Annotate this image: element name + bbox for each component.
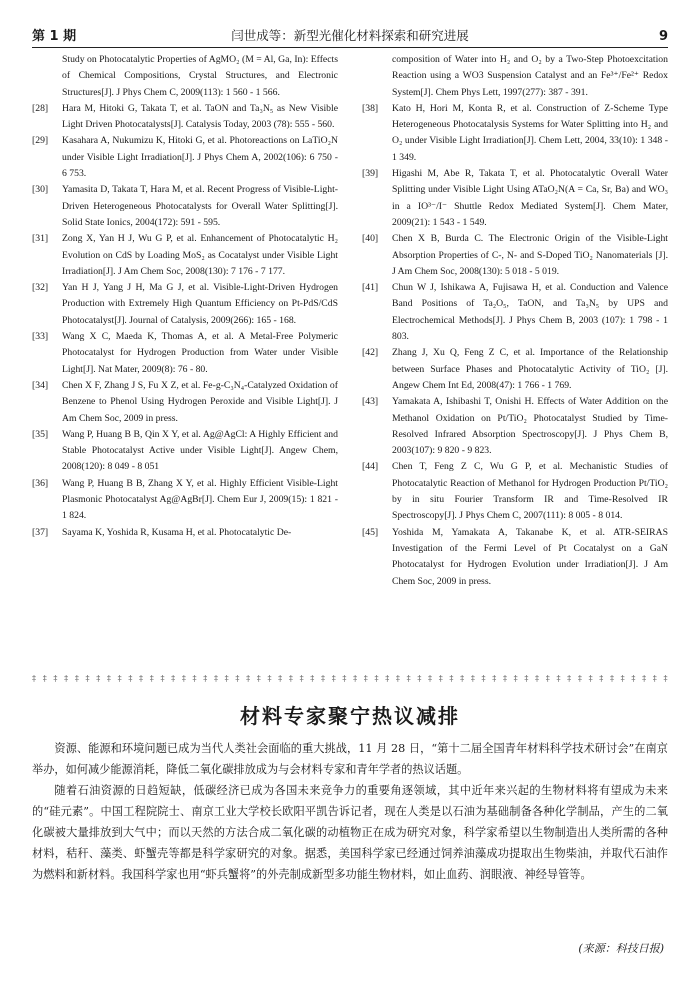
divider-mark: ‡ [342,674,347,683]
reference-number: [38] [362,102,379,114]
divider-mark: ‡ [620,674,625,683]
reference-number: [35] [32,428,49,440]
reference-text: Higashi M, Abe R, Takata T, et al. Photocatalytic Overall Water Splitting under Visible Light Using ATaO₂N(A = Ca, Sr, Ba) and WO₃ in a IO³⁻/I⁻ Shuttle Redox Mediated System[J]. Chem Mater, 2009(21): 1 543 - 1 549. [392,168,668,228]
divider-mark: ‡ [438,674,443,683]
reference-item [32,133,338,182]
reference-text: Hara M, Hitoki G, Takata T, et al. TaON and Ta₃N₅ as New Visible Light Driven Photocatalysts[J]. Catalysis Today, 2003 (78): 555 - 560. [62,102,338,131]
divider-mark: ‡ [149,674,154,683]
reference-item [32,182,338,231]
divider-mark: ‡ [74,674,79,683]
divider-mark: ‡ [599,674,604,683]
divider-mark: ‡ [278,674,283,683]
running-title: 闫世成等：新型光催化材料探索和研究进展 [231,28,469,43]
divider-mark: ‡ [310,674,315,683]
divider-mark: ‡ [353,674,358,683]
reference-text: Sayama K, Yoshida R, Kusama H, et al. Photocatalytic De- [62,526,292,538]
reference-column-left [32,52,338,590]
reference-number: [45] [362,526,379,538]
divider-mark: ‡ [64,674,69,683]
reference-item [32,476,338,525]
reference-text: Chun W J, Ishikawa A, Fujisawa H, et al. Conduction and Valence Band Positions of Ta₂O₅, TaON, and Ta₃N₅ by UPS and Electrochemical Methods[J]. J Phys Chem B, 2003 (107): 1 798 - 1 803. [392,282,668,343]
divider-mark: ‡ [449,674,454,683]
divider-mark: ‡ [235,674,240,683]
reference-text: Study on Photocatalytic Properties of AgMO₂ (M = Al, Ga, In): Effects of Chemical Compositions, Crystal Structures, and Electronic Structures[J]. J Phys Chem C, 2009(113): 1 560 - 1 566. [62,54,338,98]
reference-text: Chen X F, Zhang J S, Fu X Z, et al. Fe-g-C₃N₄-Catalyzed Oxidation of Benzene to Phenol Using Hydrogen Peroxide and Visible Light[J]. J Am Chem Soc, 2009 in press. [62,379,338,424]
reference-list [32,52,668,590]
divider-mark: ‡ [42,674,47,683]
page-number: 9 [658,29,668,44]
divider-mark: ‡ [203,674,208,683]
reference-item [362,231,668,280]
reference-item [362,280,668,345]
news-paragraph: 随着石油资源的日趋短缺，低碳经济已成为各国未来竞争力的重要角逐领域，其中近年来兴起的生物材料将有望成为未来的“硅元素”。中国工程院院士、南京工业大学校长欧阳平凯告诉记者，现在人类是以石油为基础制备各种化学制品，产生的二氧化碳被大量排放到大气中；而以天然的方法合成二氧化碳的动植物正在成为研究对象，科学家希望以生物制造出人类所需的各种材料，秸秆、藻类、虾蟹壳等都是科学家研究的对象。据悉，美国科学家已经通过饲养油藻成功提取出生物柴油，并取代石油作为燃料和新材料。我国科学家也用“虾兵蟹将”的外壳制成新型多功能生物材料，如止血药、润眼液、神经导管等。 [32,784,668,881]
reference-item [32,280,338,329]
divider-mark: ‡ [588,674,593,683]
reference-number: [36] [32,477,49,489]
page-header [32,18,668,48]
reference-text: Wang X C, Maeda K, Thomas A, et al. A Metal-Free Polymeric Photocatalyst for Hydrogen Production from Water under Visible Light[J]. Nat Mater, 2009(8): 76 - 80. [62,331,338,375]
section-divider [32,674,668,684]
reference-number: [33] [32,331,49,343]
divider-mark: ‡ [246,674,251,683]
divider-mark: ‡ [53,674,58,683]
reference-number: [39] [362,168,379,180]
news-paragraph: 资源、能源和环境问题已成为当代人类社会面临的重大挑战，11 月 28 日，“第十二届全国青年材料科学技术研讨会”在南京举办，如何减少能源消耗，降低二氧化碳排放成为与会材料专家和青年学者的热议话题。 [32,742,668,776]
divider-mark: ‡ [513,674,518,683]
reference-item [32,427,338,476]
divider-mark: ‡ [556,674,561,683]
divider-mark: ‡ [535,674,540,683]
divider-mark: ‡ [160,674,165,683]
news-title: 材料专家聚宁热议减排 [240,704,460,728]
reference-text: Kasahara A, Nukumizu K, Hitoki G, et al. Photoreactions on LaTiO₂N under Visible Light Irradiation[J]. J Phys Chem A, 2002(106): 6 750 - 6 753. [62,135,338,180]
reference-text: Kato H, Hori M, Konta R, et al. Construction of Z-Scheme Type Heterogeneous Photocatalysis Systems for Water Splitting into H₂ and O₂ under Visible Light Irradiation[J]. Chem Lett, 2004, 33(10): 1 348 - 1 349. [392,102,668,163]
divider-mark: ‡ [256,674,261,683]
reference-number: [40] [362,233,379,245]
divider-mark: ‡ [288,674,293,683]
divider-mark: ‡ [481,674,486,683]
reference-item [32,525,338,541]
divider-mark: ‡ [385,674,390,683]
reference-item [362,459,668,524]
divider-mark: ‡ [663,674,668,683]
divider-mark: ‡ [609,674,614,683]
reference-item [362,394,668,459]
divider-mark: ‡ [117,674,122,683]
reference-number: [30] [32,184,49,196]
reference-number: [37] [32,526,49,538]
reference-item [362,345,668,394]
divider-mark: ‡ [374,674,379,683]
reference-item [32,329,338,378]
divider-mark: ‡ [363,674,368,683]
reference-number: [42] [362,347,379,359]
reference-item [362,166,668,231]
reference-item [362,525,668,590]
divider-mark: ‡ [96,674,101,683]
reference-item [32,101,338,134]
divider-mark: ‡ [181,674,186,683]
reference-number: [43] [362,396,379,408]
issue-label: 第 1 期 [32,29,77,44]
news-body [32,738,668,885]
reference-text: Wang P, Huang B B, Qin X Y, et al. Ag@AgCl: A Highly Efficient and Stable Photocatalyst Active under Visible Light[J]. Angew Chem, 2008(120): 8 049 - 8 051 [62,428,338,473]
reference-number: [34] [32,379,49,391]
reference-text: Wang P, Huang B B, Zhang X Y, et al. Highly Efficient Visible-Light Plasmonic Photocatalyst Ag@AgBr[J]. Chem Eur J, 2009(15): 1 821 - 1 824. [62,477,338,522]
reference-number: [29] [32,135,49,147]
divider-mark: ‡ [106,674,111,683]
divider-mark: ‡ [545,674,550,683]
reference-text: Zong X, Yan H J, Wu G P, et al. Enhancement of Photocatalytic H₂ Evolution on CdS by Loading MoS₂ as Cocatalyst under Visible Light Irradiation[J]. J Am Chem Soc, 2008(130): 7 176 - 7 177. [62,233,338,277]
divider-mark: ‡ [567,674,572,683]
news-source: (来源：科技日报) [578,942,664,955]
divider-mark: ‡ [417,674,422,683]
reference-item [32,231,338,280]
reference-column-right [362,52,668,590]
divider-mark: ‡ [577,674,582,683]
divider-mark: ‡ [631,674,636,683]
reference-number: [44] [362,461,379,473]
divider-mark: ‡ [139,674,144,683]
divider-mark: ‡ [85,674,90,683]
divider-mark: ‡ [395,674,400,683]
reference-item [32,52,338,101]
reference-text: Yamasita D, Takata T, Hara M, et al. Recent Progress of Visible-Light-Driven Heterogeneous Photocatalysts for Overall Water Splitting[J]. Solid State Ionics, 2004(172): 591 - 595. [62,184,338,228]
divider-mark: ‡ [224,674,229,683]
divider-mark: ‡ [470,674,475,683]
reference-item [362,52,668,101]
reference-text: Yoshida M, Yamakata A, Takanabe K, et al. ATR-SEIRAS Investigation of the Fermi Level of Pt Cocatalyst on a GaN Photocatalyst for Hydrogen Evolution under Irradiation[J]. J Am Chem Soc, 2009 in press. [392,526,668,587]
divider-mark: ‡ [428,674,433,683]
reference-item [362,101,668,166]
reference-text: Chen X B, Burda C. The Electronic Origin of the Visible-Light Absorption Properties of C-, N- and S-Doped TiO₂ Nanomaterials [J]. J Am Chem Soc, 2008(130): 5 018 - 5 019. [392,233,668,277]
divider-mark: ‡ [320,674,325,683]
divider-mark: ‡ [652,674,657,683]
divider-mark: ‡ [460,674,465,683]
divider-mark: ‡ [524,674,529,683]
reference-number: [32] [32,282,49,294]
divider-mark: ‡ [192,674,197,683]
divider-mark: ‡ [502,674,507,683]
divider-mark: ‡ [642,674,647,683]
divider-mark: ‡ [492,674,497,683]
divider-mark: ‡ [32,674,36,683]
reference-number: [31] [32,233,49,245]
divider-mark: ‡ [128,674,133,683]
reference-text: Yamakata A, Ishibashi T, Onishi H. Effects of Water Addition on the Methanol Oxidation on Pt/TiO₂ Photocatalyst Studied by Time-Resolved Infrared Absorption Spectroscopy[J]. J Phys Chem B, 2003(107): 9 820 - 9 823. [392,396,668,457]
divider-mark: ‡ [331,674,336,683]
divider-mark: ‡ [299,674,304,683]
reference-item [32,378,338,427]
divider-mark: ‡ [171,674,176,683]
divider-mark: ‡ [267,674,272,683]
reference-number: [28] [32,102,49,114]
reference-text: composition of Water into H₂ and O₂ by a Two-Step Photoexcitation Reaction using a WO3 Suspension Catalyst and an Fe³⁺/Fe²⁺ Redox System[J]. Chem Phys Lett, 1997(277): 387 - 391. [392,54,668,98]
reference-text: Zhang J, Xu Q, Feng Z C, et al. Importance of the Relationship between Surface Phases and Photocatalytic Activity of TiO₂ [J]. Angew Chem Int Ed, 2008(47): 1 766 - 1 769. [392,347,668,391]
reference-text: Yan H J, Yang J H, Ma G J, et al. Visible-Light-Driven Hydrogen Production with Extremely High Quantum Efficiency on Pt-PdS/CdS Photocatalyst[J]. Journal of Catalysis, 2009(266): 165 - 168. [62,282,338,326]
divider-mark: ‡ [406,674,411,683]
reference-number: [41] [362,282,379,294]
reference-text: Chen T, Feng Z C, Wu G P, et al. Mechanistic Studies of Photocatalytic Reaction of Methanol for Hydrogen Production Pt/TiO₂ by in situ Fourier Transform IR and Time-Resolved IR Spectroscopy[J]. J Phys Chem C, 2007(111): 8 005 - 8 014. [392,461,668,522]
divider-mark: ‡ [213,674,218,683]
